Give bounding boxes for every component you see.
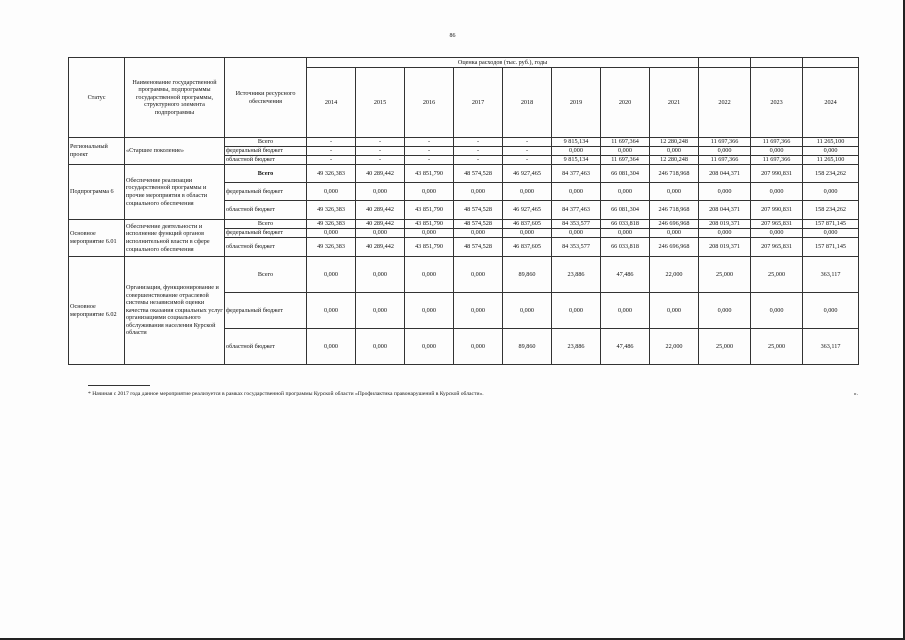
value-cell: 0,000 [699,229,751,238]
value-cell: 0,000 [503,229,552,238]
value-cell: 40 289,442 [356,201,405,220]
value-cell: 0,000 [454,183,503,201]
value-cell: 0,000 [307,329,356,365]
source-cell: областной бюджет [225,329,307,365]
value-cell: 48 574,528 [454,238,503,257]
value-cell: 0,000 [650,183,699,201]
value-cell: - [356,147,405,156]
value-cell: 0,000 [751,183,803,201]
value-cell: - [405,138,454,147]
header-blank [699,58,751,68]
budget-table [68,57,859,365]
value-cell: - [454,147,503,156]
value-cell: - [307,138,356,147]
value-cell: 0,000 [454,329,503,365]
value-cell: 0,000 [552,229,601,238]
value-cell: 43 851,790 [405,165,454,183]
value-cell: 208 044,371 [699,165,751,183]
source-cell: федеральный бюджет [225,183,307,201]
source-cell: Всего [225,138,307,147]
value-cell: 158 234,262 [803,165,859,183]
value-cell: 47,486 [601,329,650,365]
header-status: Статус [69,58,125,138]
value-cell: 66 033,818 [601,220,650,229]
value-cell: - [356,156,405,165]
value-cell: 49 326,383 [307,220,356,229]
value-cell: 9 815,134 [552,138,601,147]
value-cell: 0,000 [307,183,356,201]
value-cell: - [405,156,454,165]
name-cell: «Старшее поколение» [125,138,225,165]
value-cell: 43 851,790 [405,201,454,220]
source-cell: федеральный бюджет [225,229,307,238]
value-cell: 0,000 [503,183,552,201]
value-cell: 0,000 [699,293,751,329]
value-cell: 0,000 [405,183,454,201]
value-cell: 43 851,790 [405,238,454,257]
value-cell: 25,000 [699,257,751,293]
value-cell: 0,000 [405,257,454,293]
value-cell: 208 044,371 [699,201,751,220]
value-cell: 0,000 [650,147,699,156]
value-cell: 0,000 [552,183,601,201]
value-cell: 25,000 [751,329,803,365]
value-cell: 0,000 [503,293,552,329]
value-cell: 0,000 [454,293,503,329]
year-header: 2020 [601,68,650,138]
header-estimate: Оценка расходов (тыс. руб.), годы [307,58,699,68]
table-row [69,257,859,293]
source-cell: областной бюджет [225,156,307,165]
value-cell: 11 697,366 [699,156,751,165]
footnote-rule [88,385,150,386]
value-cell: 157 871,145 [803,238,859,257]
value-cell: 84 353,577 [552,220,601,229]
value-cell: 0,000 [356,329,405,365]
value-cell: 25,000 [751,257,803,293]
value-cell: 46 837,605 [503,220,552,229]
header-blank [751,58,803,68]
value-cell: 207 990,831 [751,165,803,183]
value-cell: 25,000 [699,329,751,365]
source-cell: Всего [225,220,307,229]
value-cell: 49 326,383 [307,238,356,257]
value-cell: 208 019,371 [699,220,751,229]
value-cell: 66 081,304 [601,165,650,183]
value-cell: 0,000 [307,293,356,329]
value-cell: 11 697,364 [601,156,650,165]
value-cell: 40 289,442 [356,220,405,229]
value-cell: 0,000 [751,229,803,238]
source-cell: областной бюджет [225,201,307,220]
table-body [69,138,859,365]
value-cell: 11 697,366 [751,156,803,165]
value-cell: 46 927,465 [503,165,552,183]
value-cell: 246 696,968 [650,238,699,257]
value-cell: 0,000 [356,257,405,293]
year-header: 2024 [803,68,859,138]
value-cell: 0,000 [601,183,650,201]
value-cell: 48 574,528 [454,165,503,183]
value-cell: 84 377,463 [552,201,601,220]
value-cell: 11 265,100 [803,156,859,165]
name-cell: Обеспечение реализации государственной программы и прочие мероприятия в области социального обеспечения [125,165,225,220]
value-cell: 12 280,248 [650,156,699,165]
year-header: 2015 [356,68,405,138]
value-cell: 9 815,134 [552,156,601,165]
status-cell: Подпрограмма 6 [69,165,125,220]
header-blank [803,58,859,68]
header-name: Наименование государственной программы, подпрограммы государственной программы, структурного элемента подпрограммы [125,58,225,138]
value-cell: 0,000 [552,147,601,156]
source-cell: федеральный бюджет [225,293,307,329]
value-cell: 23,886 [552,329,601,365]
footnote-text: * Начиная с 2017 года данное мероприятие реализуется в рамках государственной программы Курской области «Профилактика правонарушений в Курской области». [88,391,484,397]
name-cell: Обеспечение деятельности и исполнение функций органов исполнительной власти в сфере социального обеспечения [125,220,225,257]
value-cell: 207 990,831 [751,201,803,220]
value-cell: - [454,138,503,147]
value-cell: 207 965,831 [751,238,803,257]
footnote-closing-mark: ». [853,391,858,397]
table-row [69,138,859,147]
table-row [69,220,859,229]
value-cell: 48 574,528 [454,220,503,229]
year-header: 2023 [751,68,803,138]
value-cell: 49 326,383 [307,201,356,220]
year-header: 2022 [699,68,751,138]
value-cell: 22,000 [650,257,699,293]
value-cell: 0,000 [751,147,803,156]
status-cell: Региональный проект [69,138,125,165]
year-header: 2014 [307,68,356,138]
value-cell: 22,000 [650,329,699,365]
source-cell: Всего [225,257,307,293]
value-cell: 0,000 [552,293,601,329]
value-cell: 11 697,366 [751,138,803,147]
value-cell: 46 927,465 [503,201,552,220]
value-cell: 0,000 [699,147,751,156]
value-cell: 40 289,442 [356,165,405,183]
value-cell: 208 019,371 [699,238,751,257]
status-cell: Основное мероприятие 6.01 [69,220,125,257]
value-cell: 0,000 [803,229,859,238]
value-cell: - [405,147,454,156]
value-cell: 246 696,968 [650,220,699,229]
value-cell: 47,486 [601,257,650,293]
value-cell: 0,000 [405,293,454,329]
value-cell: 246 718,968 [650,165,699,183]
value-cell: 0,000 [405,329,454,365]
table-row [69,165,859,183]
source-cell: федеральный бюджет [225,147,307,156]
value-cell: 40 289,442 [356,238,405,257]
value-cell: 0,000 [650,293,699,329]
value-cell: - [454,156,503,165]
value-cell: 207 965,831 [751,220,803,229]
year-header: 2019 [552,68,601,138]
value-cell: 11 697,366 [699,138,751,147]
year-header: 2018 [503,68,552,138]
value-cell: 49 326,383 [307,165,356,183]
value-cell: 0,000 [699,183,751,201]
status-cell: Основное мероприятие 6.02 [69,257,125,365]
value-cell: 363,117 [803,329,859,365]
value-cell: 43 851,790 [405,220,454,229]
value-cell: 246 718,968 [650,201,699,220]
value-cell: 0,000 [601,147,650,156]
value-cell: - [503,156,552,165]
value-cell: - [503,147,552,156]
value-cell: 0,000 [405,229,454,238]
value-cell: 84 353,577 [552,238,601,257]
value-cell: 11 697,364 [601,138,650,147]
footnote [88,391,858,397]
value-cell: - [307,156,356,165]
value-cell: 89,860 [503,257,552,293]
value-cell: 89,860 [503,329,552,365]
value-cell: - [307,147,356,156]
year-header: 2017 [454,68,503,138]
value-cell: 0,000 [751,293,803,329]
value-cell: 0,000 [356,293,405,329]
value-cell: 66 081,304 [601,201,650,220]
value-cell: 157 871,145 [803,220,859,229]
value-cell: - [356,138,405,147]
value-cell: 0,000 [803,147,859,156]
value-cell: 0,000 [803,293,859,329]
source-cell: Всего [225,165,307,183]
value-cell: 23,886 [552,257,601,293]
name-cell: Организация, функционирование и совершенствование отраслевой системы независимой оценки качества оказания социальных услуг организациями социального обслуживания населения Курской области [125,257,225,365]
value-cell: 0,000 [650,229,699,238]
header-sources: Источники ресурсного обеспечения [225,58,307,138]
value-cell: - [503,138,552,147]
year-header: 2016 [405,68,454,138]
page-number: 86 [449,33,456,39]
value-cell: 158 234,262 [803,201,859,220]
value-cell: 0,000 [601,229,650,238]
value-cell: 0,000 [601,293,650,329]
source-cell: областной бюджет [225,238,307,257]
value-cell: 0,000 [454,229,503,238]
value-cell: 0,000 [307,229,356,238]
value-cell: 0,000 [356,229,405,238]
value-cell: 48 574,528 [454,201,503,220]
value-cell: 0,000 [803,183,859,201]
value-cell: 0,000 [307,257,356,293]
value-cell: 84 377,463 [552,165,601,183]
year-header: 2021 [650,68,699,138]
value-cell: 66 033,818 [601,238,650,257]
value-cell: 0,000 [454,257,503,293]
value-cell: 0,000 [356,183,405,201]
value-cell: 12 280,248 [650,138,699,147]
value-cell: 363,117 [803,257,859,293]
value-cell: 11 265,100 [803,138,859,147]
value-cell: 46 837,605 [503,238,552,257]
